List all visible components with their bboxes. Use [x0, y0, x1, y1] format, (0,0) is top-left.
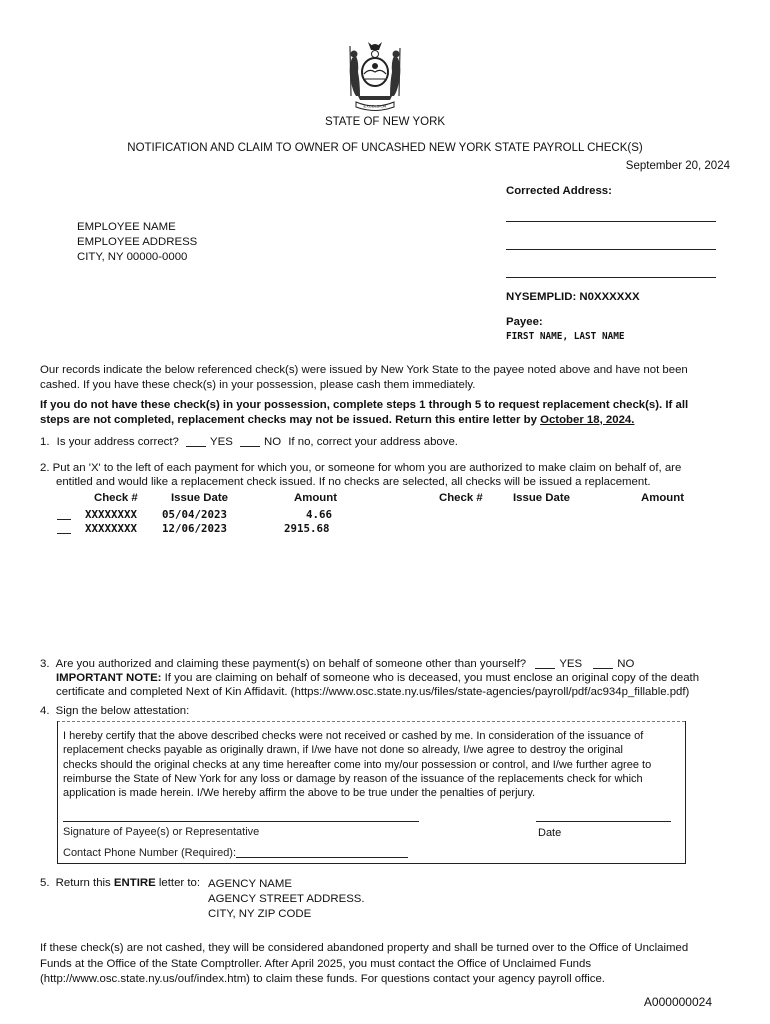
step-4	[40, 705, 189, 717]
important-note-text: If you are claiming on behalf of someone who is deceased, you must enclose an original copy of the death	[161, 672, 700, 684]
intro-line-2: cashed. If you have these check(s) in your possession, please cash them immediately.	[40, 378, 476, 391]
payee-name: FIRST NAME, LAST NAME	[506, 331, 625, 342]
footer-line-1: If these check(s) are not cashed, they will be considered abandoned property and shall be turned over to the Office of Unclaimed	[40, 942, 689, 954]
contact-phone-field[interactable]	[236, 857, 408, 858]
state-seal	[338, 38, 412, 112]
check-number: XXXXXXXX	[85, 508, 138, 521]
address-correct-yes-blank[interactable]	[186, 446, 206, 447]
step-1	[40, 436, 458, 448]
corrected-address-line-1[interactable]	[506, 221, 716, 222]
step-3-number: 3.	[40, 658, 50, 670]
step-4-label: Sign the below attestation:	[55, 705, 190, 717]
col-amount-2: Amount	[641, 492, 685, 504]
authorized-no-blank[interactable]	[593, 668, 613, 669]
footer-line-2: Funds at the Office of the State Comptroller. After April 2025, you must contact the Office of Unclaimed Funds	[40, 957, 592, 970]
col-amount-1: Amount	[294, 492, 338, 504]
col-check-number-2: Check #	[439, 492, 483, 504]
employee-address: EMPLOYEE ADDRESS	[77, 236, 198, 248]
step-2-number: 2.	[40, 462, 50, 474]
attestation-line-1: I hereby certify that the above described checks were not received or cashed by me. In consideration of the issuance of	[63, 730, 644, 742]
date-line[interactable]	[536, 821, 671, 822]
step-2	[40, 461, 681, 489]
step-1-number: 1.	[40, 436, 50, 448]
employee-city: CITY, NY 00000-0000	[77, 251, 188, 263]
step-5	[40, 877, 200, 889]
step-1-question: Is your address correct?	[56, 436, 179, 448]
letter-date: September 20, 2024	[625, 160, 730, 172]
agency-name: AGENCY NAME	[208, 878, 292, 890]
authorized-yes-blank[interactable]	[535, 668, 555, 669]
select-check-2-blank[interactable]	[57, 533, 71, 534]
attestation-line-2: replacement checks payable as originally drawn, if I/we have not done so already, I/we agree to destroy the original	[63, 744, 623, 757]
col-issue-date-1: Issue Date	[171, 492, 228, 504]
warning-line-1: If you do not have these check(s) in your possession, complete steps 1 through 5 to request replacement check(s). If all	[40, 399, 689, 411]
step-3	[40, 657, 699, 699]
step-3-yes: YES	[559, 658, 583, 670]
intro-paragraph	[40, 363, 720, 392]
attestation-text	[63, 729, 678, 800]
step-3-question: Are you authorized and claiming these payment(s) on behalf of someone other than yourself?	[55, 658, 527, 670]
document-id: A000000024	[643, 995, 712, 1009]
step-1-no: NO	[264, 436, 282, 448]
important-note-label: IMPORTANT NOTE:	[56, 672, 162, 684]
table-row	[57, 522, 137, 535]
amount: 2915.68	[284, 522, 330, 535]
step-5-number: 5.	[40, 877, 50, 889]
col-issue-date-2: Issue Date	[513, 492, 570, 504]
employee-name: EMPLOYEE NAME	[77, 221, 176, 233]
step-5-label-b: letter to:	[155, 877, 201, 889]
payee-label: Payee:	[506, 316, 543, 328]
intro-line-1: Our records indicate the below referenced check(s) were issued by New York State to the payee noted above and have not been	[40, 364, 688, 376]
warning-line-2-text: steps are not completed, replacement checks may not be issued. Return this entire letter by	[40, 413, 541, 426]
attestation-line-4: reimburse the State of New York for any loss or damage by reason of the issuance of the replacements check for which	[63, 772, 643, 785]
warning-paragraph	[40, 398, 720, 427]
amount: 4.66	[306, 508, 333, 521]
return-deadline: October 18, 2024.	[540, 413, 635, 426]
corrected-address-label: Corrected Address:	[506, 185, 612, 197]
employee-address-block	[77, 220, 197, 265]
nysemplid: NYSEMPLID: N0XXXXXX	[506, 291, 640, 303]
issue-date: 12/06/2023	[162, 522, 228, 535]
step-4-number: 4.	[40, 705, 50, 717]
footer-paragraph	[40, 941, 740, 988]
step-2-line-1: Put an 'X' to the left of each payment for which you, or someone for whom you are authorized to make claim on behalf of, are	[52, 462, 682, 474]
attestation-line-5: application is made herein. I/We hereby affirm the above to be true under the penalties of perjury.	[63, 787, 536, 800]
important-note-line-2: certificate and completed Next of Kin Affidavit. (https://www.osc.state.ny.us/files/state-agencies/payroll/pdf/ac934p_fillable.pdf)	[56, 686, 690, 698]
col-check-number-1: Check #	[94, 492, 138, 504]
corrected-address-line-2[interactable]	[506, 249, 716, 250]
issue-date: 05/04/2023	[162, 508, 228, 521]
attestation-line-3: checks should the original checks at any time hereafter come into my/our possession or control, and I/we further agree to	[63, 758, 652, 771]
signature-line[interactable]	[63, 821, 419, 822]
footer-line-3: (http://www.osc.state.ny.us/ouf/index.htm) to claim these funds. For questions contact your agency payroll office.	[40, 973, 605, 985]
step-5-label-a: Return this	[55, 877, 114, 889]
contact-phone-row	[63, 847, 408, 859]
step-1-yes: YES	[210, 436, 233, 448]
step-5-label-entire: ENTIRE	[113, 877, 156, 889]
agency-street: AGENCY STREET ADDRESS.	[208, 893, 365, 905]
warning-line-2	[40, 413, 720, 428]
contact-phone-label: Contact Phone Number (Required):	[63, 847, 237, 859]
select-check-1-blank[interactable]	[57, 519, 71, 520]
state-heading: STATE OF NEW YORK	[324, 116, 446, 128]
step-1-instruction: If no, correct your address above.	[288, 436, 458, 448]
signature-label: Signature of Payee(s) or Representative	[63, 826, 260, 838]
table-row	[57, 508, 137, 521]
check-number: XXXXXXXX	[85, 522, 138, 535]
agency-city: CITY, NY ZIP CODE	[208, 908, 312, 920]
step-3-no: NO	[617, 658, 635, 670]
seal-motto: EXCELSIOR	[363, 103, 387, 109]
agency-address-block	[208, 877, 365, 922]
address-correct-no-blank[interactable]	[240, 446, 260, 447]
letter-title: NOTIFICATION AND CLAIM TO OWNER OF UNCASHED NEW YORK STATE PAYROLL CHECK(S)	[127, 142, 643, 154]
corrected-address-line-3[interactable]	[506, 277, 716, 278]
date-label: Date	[538, 827, 562, 839]
step-2-line-2: entitled and would like a replacement check issued. If no checks are selected, all checks will be issued a replacement.	[56, 476, 651, 488]
